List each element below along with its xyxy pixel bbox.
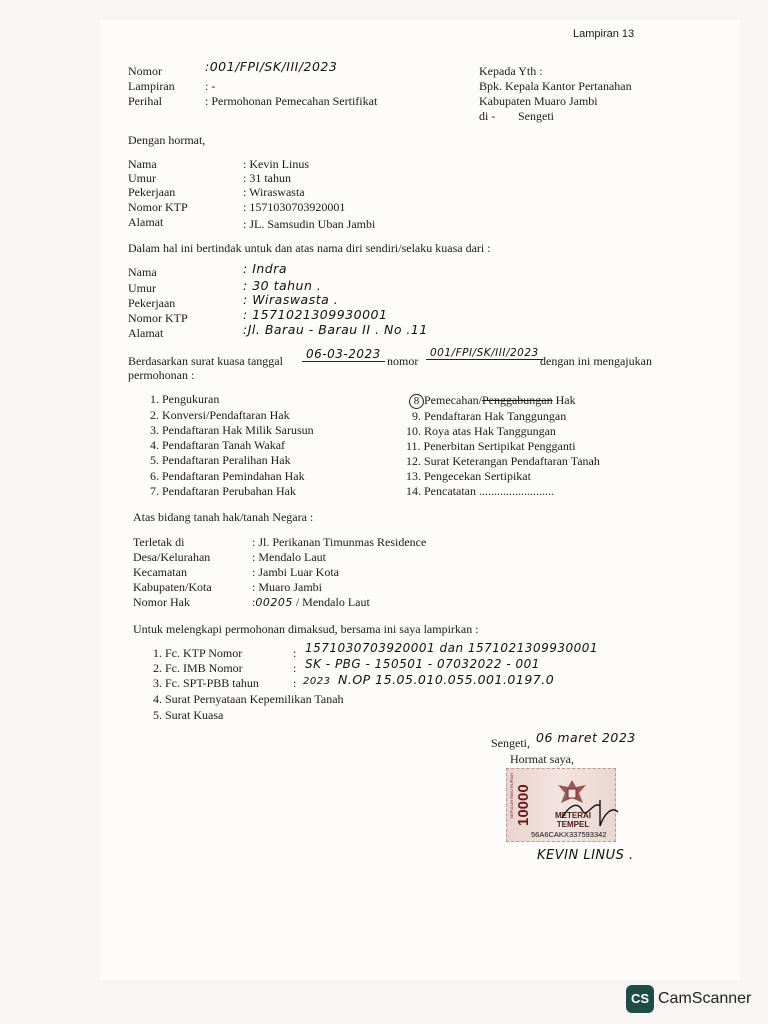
applicant-nama-label: Nama xyxy=(128,157,157,171)
applicant-alamat-label: Alamat xyxy=(128,215,164,229)
lampiran-intro: Untuk melengkapi permohonan dimaksud, bersama ini saya lampirkan : xyxy=(133,622,479,636)
attachment-1-value: 1571030703920001 dan 1571021309930001 xyxy=(305,641,599,655)
principal-pekerjaan-value: : Wiraswasta . xyxy=(243,292,339,307)
principal-ktp-value: : 1571021309930001 xyxy=(243,307,388,322)
terletak-label: Terletak di xyxy=(133,535,185,549)
selection-circle-icon: 8 xyxy=(409,394,424,409)
service-item: 2. Konversi/Pendaftaran Hak xyxy=(150,408,290,422)
principal-pekerjaan-label: Pekerjaan xyxy=(128,296,176,310)
service-item: 5. Pendaftaran Peralihan Hak xyxy=(150,453,291,467)
hormat-saya: Hormat saya, xyxy=(510,752,574,766)
principal-nama-value: : Indra xyxy=(243,261,288,276)
surat-kuasa-suffix: dengan ini mengajukan xyxy=(540,354,652,368)
kepada-di: di - xyxy=(479,109,496,123)
camscanner-watermark xyxy=(626,985,751,1013)
surat-kuasa-prefix: Berdasarkan surat kuasa tanggal xyxy=(128,354,283,368)
service-item: 12. Surat Keterangan Pendaftaran Tanah xyxy=(406,454,600,468)
surat-kuasa-line2: permohonan : xyxy=(128,368,195,382)
attachment-3-value: N.OP 15.05.010.055.001.0197.0 xyxy=(338,672,555,687)
service-item-8-selected: 8 Pemecahan/Penggabungan Hak xyxy=(409,393,576,409)
kecamatan-label: Kecamatan xyxy=(133,565,187,579)
attachment-3-colon: : xyxy=(293,676,297,690)
kepada-name: Bpk. Kepala Kantor Pertanahan xyxy=(479,79,632,93)
attachment-1-label: 1. Fc. KTP Nomor xyxy=(153,646,243,660)
surat-kuasa-nomor-label: nomor xyxy=(387,354,419,368)
applicant-ktp-value: : 1571030703920001 xyxy=(243,200,346,214)
perihal-label: Perihal xyxy=(128,94,162,108)
principal-umur-value: : 30 tahun . xyxy=(243,278,322,293)
applicant-pekerjaan-value: : Wiraswasta xyxy=(243,185,305,199)
kepada-kab: Kabupaten Muaro Jambi xyxy=(479,94,598,108)
service-item: 13. Pengecekan Sertipikat xyxy=(406,469,531,483)
attachment-1-colon: : xyxy=(293,646,297,660)
applicant-umur-value: : 31 tahun xyxy=(243,171,291,185)
service-item: 4. Pendaftaran Tanah Wakaf xyxy=(150,438,286,452)
kabupaten-value: : Muaro Jambi xyxy=(252,580,322,594)
applicant-alamat-value: : JL. Samsudin Uban Jambi xyxy=(243,217,376,231)
bidang-intro: Atas bidang tanah hak/tanah Negara : xyxy=(133,510,314,524)
nomor-value: :001/FPI/SK/III/2023 xyxy=(205,59,338,74)
closing-place: Sengeti, xyxy=(491,736,530,750)
nomor-hak-label: Nomor Hak xyxy=(133,595,190,609)
lampiran-label: Lampiran xyxy=(128,79,175,93)
desa-label: Desa/Kelurahan xyxy=(133,550,211,564)
kuasa-intro: Dalam hal ini bertindak untuk dan atas nama diri sendiri/selaku kuasa dari : xyxy=(128,241,491,255)
surat-kuasa-tanggal: 06-03-2023 xyxy=(302,347,385,362)
applicant-ktp-label: Nomor KTP xyxy=(128,200,188,214)
signature-name: KEVIN LINUS . xyxy=(537,848,634,863)
principal-alamat-value: :Jl. Barau - Barau II . No .11 xyxy=(243,322,428,337)
signature-scribble-icon xyxy=(560,796,620,832)
greeting: Dengan hormat, xyxy=(128,133,206,147)
applicant-nama-value: : Kevin Linus xyxy=(243,157,309,171)
kepada-place: Sengeti xyxy=(518,109,554,123)
lampiran-number: Lampiran 13 xyxy=(573,28,635,40)
service-item: 3. Pendaftaran Hak Milik Sarusun xyxy=(150,423,314,437)
service-item: 14. Pencatatan ......................... xyxy=(406,484,554,498)
terletak-value: : Jl. Perikanan Timunmas Residence xyxy=(252,535,427,549)
nomor-hak-value: :00205 / Mendalo Laut xyxy=(252,595,370,609)
kepada-yth: Kepada Yth : xyxy=(479,64,543,78)
attachment-5: 5. Surat Kuasa xyxy=(153,708,224,722)
document-page xyxy=(100,20,740,980)
stamp-label: METERAI TEMPEL xyxy=(555,811,591,829)
stamp-side-text: SEPULUH RIBU RUPIAH xyxy=(509,773,514,819)
applicant-pekerjaan-label: Pekerjaan xyxy=(128,185,176,199)
service-item: 7. Pendaftaran Perubahan Hak xyxy=(150,484,296,498)
service-item: 6. Pendaftaran Pemindahan Hak xyxy=(150,469,305,483)
attachment-3-label: 3. Fc. SPT-PBB tahun xyxy=(153,676,259,690)
service-item: 10. Roya atas Hak Tanggungan xyxy=(406,424,556,438)
kabupaten-label: Kabupaten/Kota xyxy=(133,580,212,594)
attachment-3-year: 2023 xyxy=(303,676,331,687)
perihal-value: : Permohonan Pemecahan Sertifikat xyxy=(205,94,378,108)
stamp-value: 10000 xyxy=(515,784,532,826)
lampiran-value: : - xyxy=(205,79,216,93)
principal-nama-label: Nama xyxy=(128,265,157,279)
principal-ktp-label: Nomor KTP xyxy=(128,311,188,325)
camscanner-logo-icon: CS xyxy=(626,985,654,1013)
camscanner-name: CamScanner xyxy=(658,990,752,1007)
desa-value: : Mendalo Laut xyxy=(252,550,326,564)
service-item: 11. Penerbitan Sertipikat Pengganti xyxy=(406,439,576,453)
attachment-2-label: 2. Fc. IMB Nomor xyxy=(153,661,243,675)
surat-kuasa-nomor: 001/FPI/SK/III/2023 xyxy=(426,347,543,360)
stamp-code: 56A6CAKX337593342 xyxy=(531,830,607,839)
attachment-2-value: SK - PBG - 150501 - 07032022 - 001 xyxy=(305,657,540,671)
attachment-2-colon: : xyxy=(293,661,297,675)
applicant-umur-label: Umur xyxy=(128,171,156,185)
service-item: 9. Pendaftaran Hak Tanggungan xyxy=(412,409,567,423)
principal-umur-label: Umur xyxy=(128,281,156,295)
attachment-4: 4. Surat Pernyataan Kepemilikan Tanah xyxy=(153,692,344,706)
principal-alamat-label: Alamat xyxy=(128,326,164,340)
kecamatan-value: : Jambi Luar Kota xyxy=(252,565,339,579)
nomor-label: Nomor xyxy=(128,64,162,78)
closing-date: 06 maret 2023 xyxy=(536,730,636,745)
service-item: 1. Pengukuran xyxy=(150,392,220,406)
